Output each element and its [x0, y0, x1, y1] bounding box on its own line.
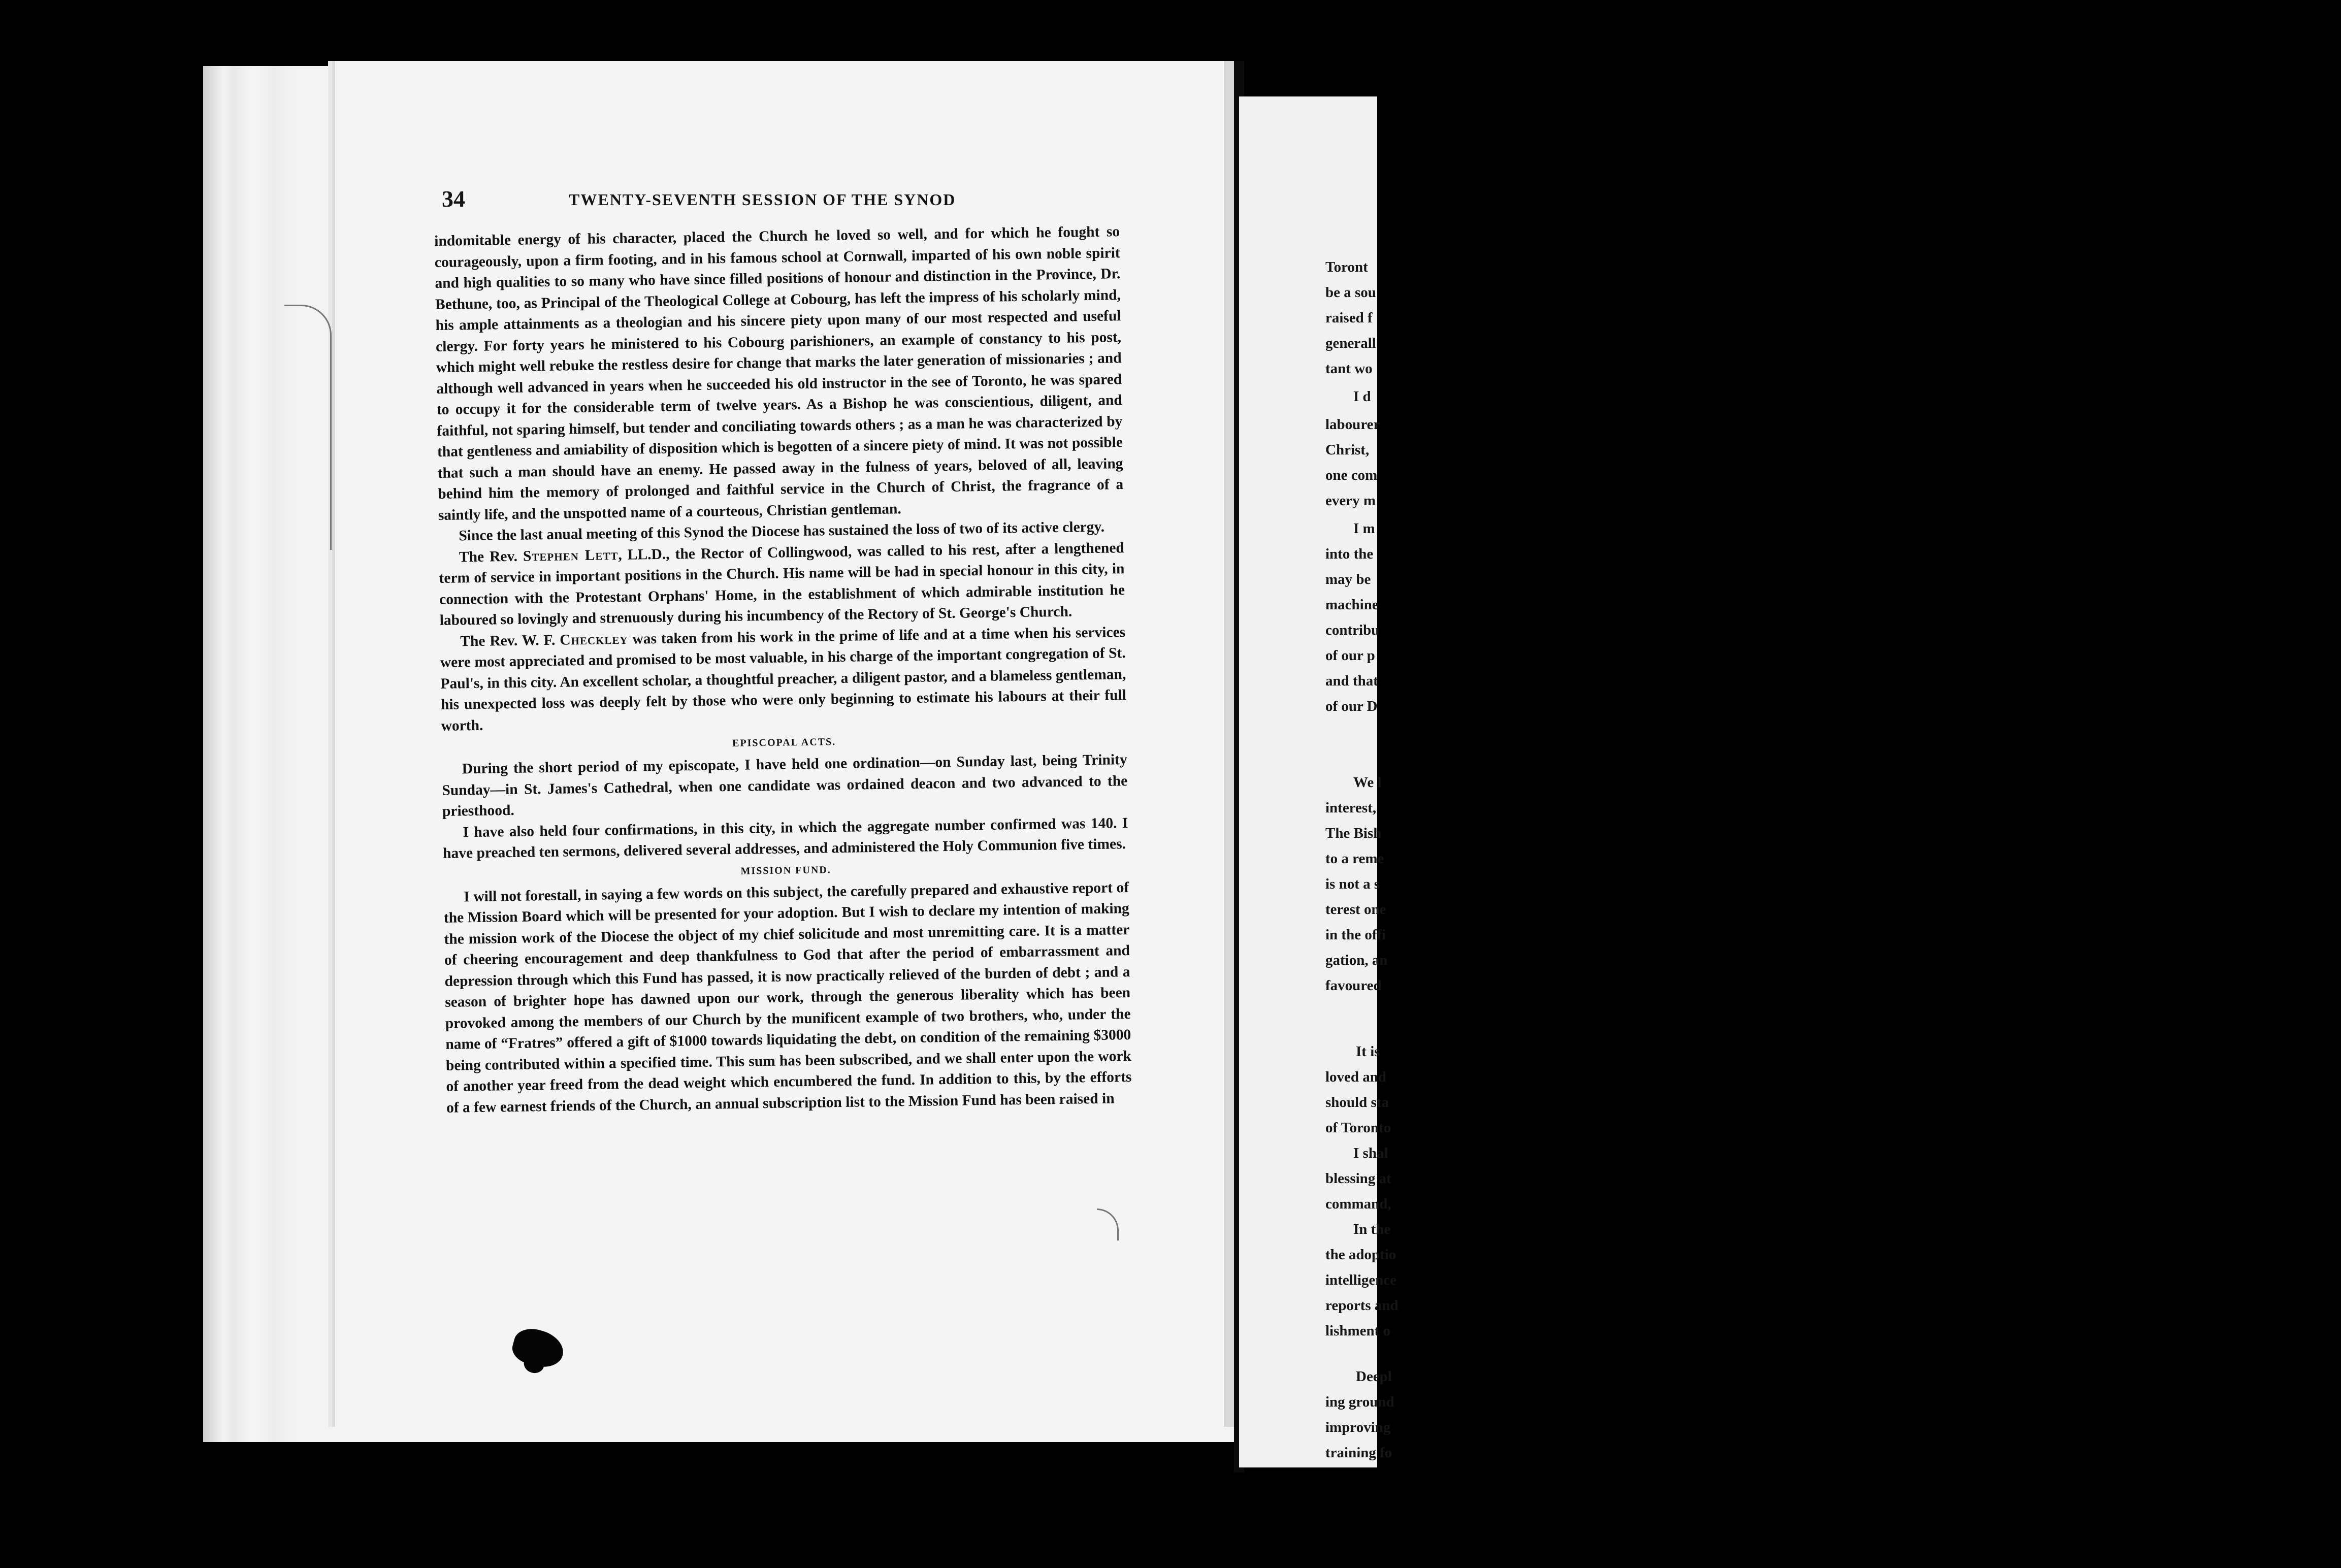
ordination-paragraph: During the short period of my episcopate, I have held one ordination—on Sunday last, being Trinity Sunday—in St. James's Cathedral, when one candidate was ordained deacon and two advanced to the priesthood. — [442, 752, 1128, 820]
facing-page-line: every m — [1325, 493, 1376, 509]
facing-page-line: command, — [1325, 1196, 1391, 1212]
facing-page-line: in the offi — [1325, 927, 1386, 943]
facing-page-line: I d — [1353, 388, 1371, 405]
facing-page-line: reports and — [1325, 1297, 1399, 1314]
facing-page-line: of our p — [1325, 647, 1375, 664]
facing-page-line: the adoptio — [1325, 1247, 1396, 1263]
facing-page-line: I m — [1353, 520, 1375, 537]
facing-page-line: interest, — [1325, 800, 1377, 816]
lett-prefix: The Rev. — [459, 548, 524, 565]
bethune-paragraph: indomitable energy of his character, placed the Church he loved so well, and for which he fought so courageously, upon a firm footing, and in his famous school at Cornwall, imparted of his own noble spirit and high qualities to so many who have since filled positions of honour and distinction in the Province, Dr. Bethune, too, as Principal of the Theological College at Cobourg, has left the impress of his scholarly mind, his ample attainments as a theologian and his sincere piety upon many of our most respected and useful clergy. For forty years he ministered to his Cobourg parishioners, an example of constancy to his post, which might well rebuke the restless desire for change that marks the later generation of missionaries ; and although well advanced in years when he succeeded his old instructor in the see of Toronto, he was spared to occupy it for the considerable term of twelve years. As a Bishop he was conscientious, diligent, and faithful, not sparing himself, but tender and conciliating towards others ; as a man he was characterized by that gentleness and amiability of disposition which is begotten of a sincere piety of mind. It was not possible that such a man should have an enemy. He passed away in the fulness of years, beloved of all, leaving behind him the memory of prolonged and faithful service in the Church of Christ, the fragrance of a saintly life, and the unspotted name of a courteous, Christian gentleman. — [434, 223, 1124, 524]
facing-page-line: It is — [1356, 1043, 1380, 1060]
facing-page-line: Toront — [1325, 259, 1368, 275]
page-body — [434, 221, 1132, 1119]
confirmations-paragraph: I have also held four confirmations, in this city, in which the aggregate number confirmed was 140. I have preached ten sermons, delivered several addresses, and administered the Holy Communion five times. — [442, 814, 1128, 862]
mission-fund-paragraph: I will not forestall, in saying a few words on this subject, the carefully prepared and exhaustive report of the Mission Board which will be presented for your adoption. But I wish to declare my intention of making the mission work of the Diocese the object of my chief solicitude and most unremitting care. It is a matter of cheering encouragement and deep thankfulness to God that after the period of embarrassment and depression through which this Fund has passed, it is now practically relieved of the burden of debt ; and a season of brighter hope has dawned upon our work, through the generous liberality which has been provoked among the members of our Church by the munificent example of two brothers, who, under the name of “Fratres” offered a gift of $1000 towards liquidating the debt, on condition of the remaining $3000 being contributed within a specified time. This sum has been subscribed, and we shall enter upon the work of another year freed from the dead weight which encumbered the fund. In addition to this, by the efforts of a few earnest friends of the Church, an annual subscription list to the Mission Fund has been raised in — [443, 879, 1132, 1116]
facing-page-line: into the — [1325, 546, 1374, 562]
facing-page-line: to a reme — [1325, 851, 1384, 867]
facing-page-line: may be — [1325, 571, 1371, 587]
facing-page-line: labourer — [1325, 416, 1380, 433]
facing-page-line: tant wo — [1325, 361, 1373, 377]
facing-page-line: contribu — [1325, 622, 1380, 638]
facing-page-line: terest one — [1325, 901, 1386, 918]
facing-page-line: We l — [1353, 774, 1382, 791]
page-header — [442, 185, 1092, 216]
mission-fund-heading: MISSION FUND. — [740, 864, 831, 877]
checkley-prefix: The Rev. W. F. — [460, 632, 560, 649]
facing-page-line: The Bish — [1325, 825, 1382, 841]
facing-page-line: machine — [1325, 597, 1379, 613]
facing-page-line: training fo — [1325, 1445, 1392, 1461]
facing-page-line: ing ground — [1325, 1394, 1394, 1410]
lett-name: Stephen Lett — [523, 546, 619, 565]
lett-paragraph — [439, 538, 1125, 632]
facing-page-line: In the — [1353, 1221, 1391, 1237]
checkley-paragraph — [440, 622, 1127, 737]
facing-page-line: gation, an — [1325, 952, 1388, 968]
pencil-margin-mark — [284, 305, 332, 550]
facing-page-line: and that — [1325, 673, 1378, 689]
facing-page-line: intelligence — [1325, 1272, 1397, 1288]
facing-page-line: favoured — [1325, 977, 1382, 994]
facing-page-line: loved and — [1325, 1069, 1387, 1085]
facing-page-line: is not a s — [1325, 876, 1380, 892]
facing-page-line: lishment o — [1325, 1323, 1391, 1339]
facing-page-line: improving — [1325, 1419, 1391, 1435]
facing-page-line: one com — [1325, 467, 1378, 483]
facing-page-line: generall — [1325, 335, 1376, 351]
facing-page-line: Christ, — [1325, 442, 1370, 458]
facing-page-line: be a sou — [1325, 284, 1376, 301]
page-number: 34 — [442, 186, 465, 212]
facing-page-line: of our D — [1325, 698, 1378, 714]
facing-page — [1239, 96, 1399, 1467]
checkley-name: Checkley — [559, 631, 628, 648]
facing-page-line: raised f — [1325, 310, 1373, 326]
facing-page-line: Deepl — [1356, 1368, 1392, 1385]
lett-rest: , LL.D., the Rector of Collingwood, was called to his rest, after a lengthened term of service in important positions in the Church. His name will be had in special honour in this city, in connection with the Protestant Orphans' Home, in the establishment of which admirable institution he laboured so lovingly and strenuously during his incumbency of the Rectory of St. George's Church. — [439, 539, 1125, 629]
clergy-loss-paragraph: Since the last anual meeting of this Synod the Diocese has sustained the loss of two of its active clergy. — [459, 518, 1105, 544]
facing-page-line: of Toronto — [1325, 1120, 1391, 1136]
checkley-rest: was taken from his work in the prime of life and at a time when his services were most appreciated and promised to be most valuable, in his charge of the important congregation of St. Paul's, in this city. An excellent scholar, a thoughtful preacher, a diligent pastor, and a blameless gentleman, his unexpected loss was deeply felt by those who were only beginning to estimate his labours at their full worth. — [440, 624, 1127, 734]
facing-page-line: blessing at — [1325, 1170, 1391, 1187]
facing-page-line: I shal — [1353, 1145, 1388, 1161]
running-title: TWENTY-SEVENTH SESSION OF THE SYNOD — [569, 190, 956, 209]
facing-page-line: should sta — [1325, 1094, 1389, 1110]
episcopal-acts-heading: EPISCOPAL ACTS. — [732, 736, 836, 749]
